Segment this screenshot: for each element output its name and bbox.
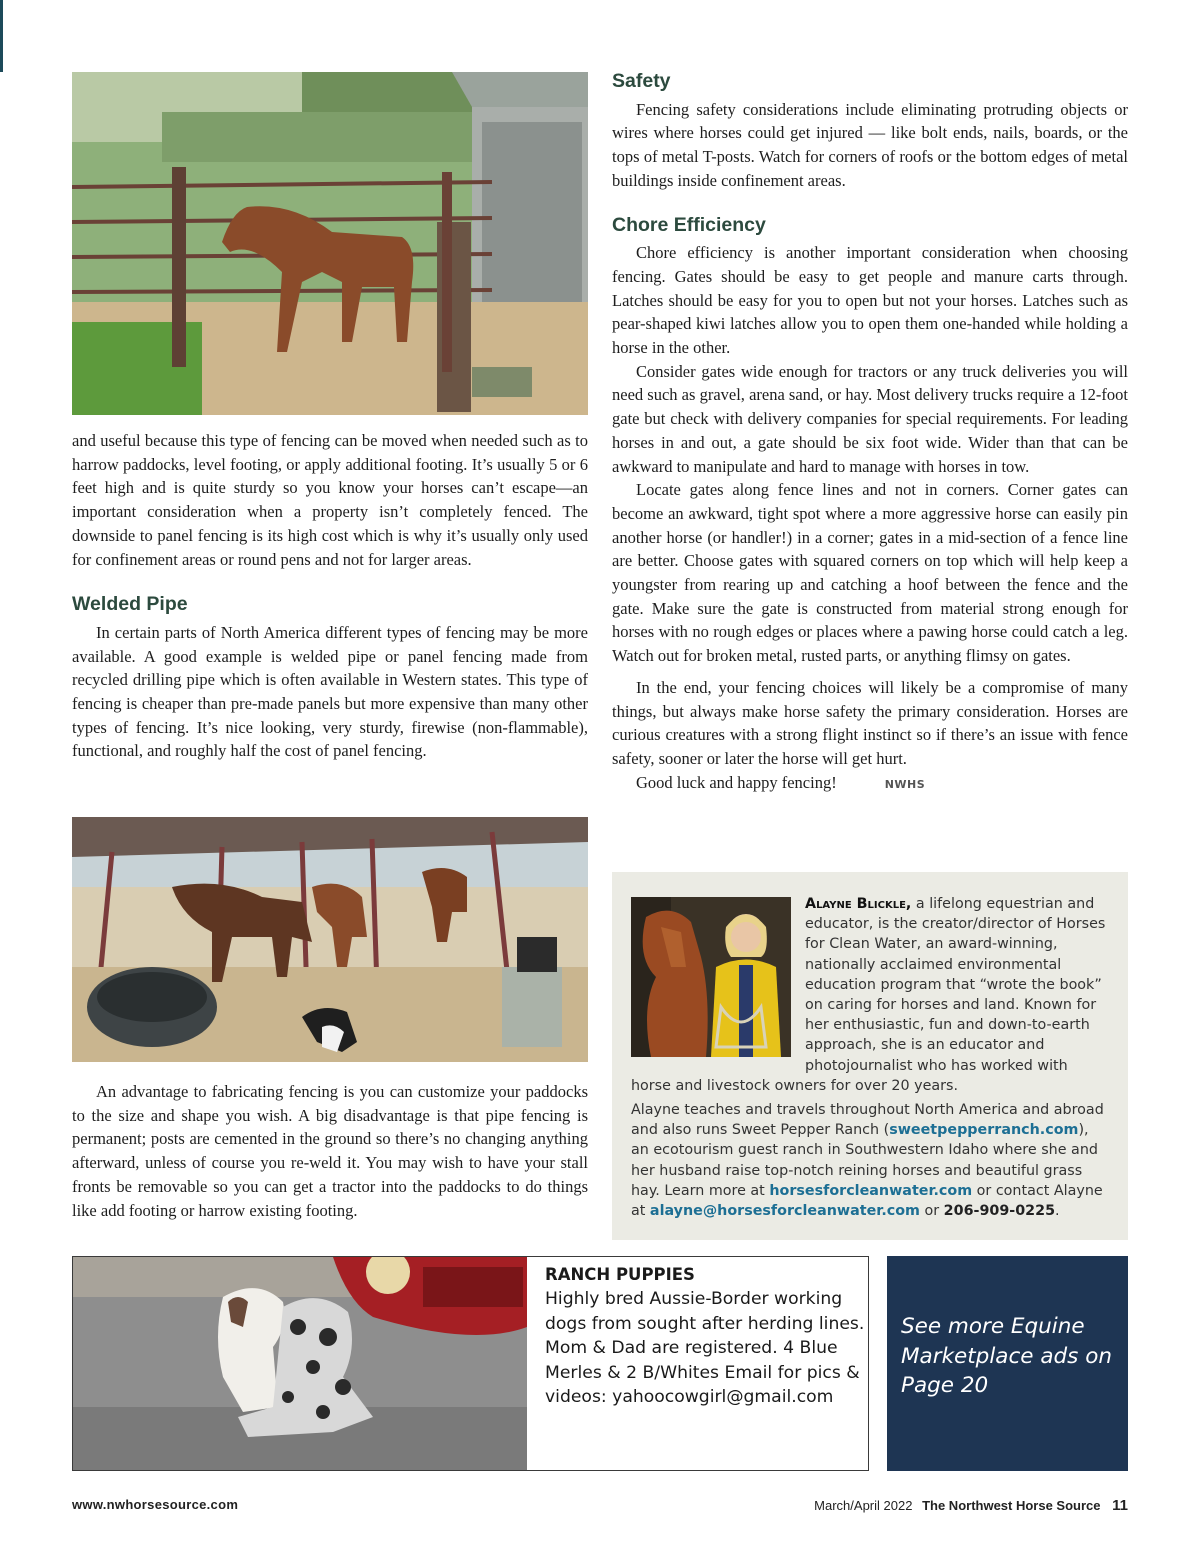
ranch-puppies-ad [72, 1256, 869, 1471]
safety-heading: Safety [612, 70, 671, 92]
chore-paragraph-2: Consider gates wide enough for tractors or any truck deliveries you will need such as gravel, arena sand, or hay. Most delivery trucks require a 12-foot gate but check with delivery companies for special requirements. For leading horses in and out, a gate should be six foot wide. Wider than that can be awkward to manipulate and hard to manage with horses in tow. [612, 361, 1128, 476]
bio-text-2a: Alayne teaches and travels throughout North America and abroad and also runs Sweet Pepper Ranch ( [631, 1102, 1104, 1139]
author-phone: 206-909-0225 [943, 1203, 1056, 1220]
nwhs-signature: NWHS [884, 777, 926, 791]
ad-text [545, 1263, 865, 1409]
left-column-top [72, 429, 588, 763]
ad-title: RANCH PUPPIES [545, 1265, 695, 1284]
footer-right [814, 1497, 1128, 1514]
shelter-horses-photo [72, 817, 588, 1062]
footer-url: www.nwhorsesource.com [72, 1497, 239, 1512]
closing-line [612, 771, 1128, 797]
sweetpepperranch-link[interactable]: sweetpepperranch.com [889, 1122, 1079, 1139]
promo-text: See more Equine Marketplace ads on Page 20 [901, 1314, 1112, 1398]
panel-fencing-paragraph: and useful because this type of fencing can be moved when needed such as to harrow paddocks, level footing, or apply additional footing. It’s usually 5 or 6 feet high and is quite sturdy so you know your horses can’t escape—an important consideration when a property isn’t completely fenced. The downside to panel fencing is its high cost which is why it’s usually only used for confinement areas or round pens and not for larger areas. [72, 431, 588, 569]
bio-text-1: a lifelong equestrian and educator, is the creator/director of Horses for Clean Water, an award-winning, nationally acclaimed environmental education program that “wrote the book” on caring for horses and land. Known for her enthusiastic, fun and down-to-earth approach, she is an educator and photojournalist who has worked with horse and livestock owners for over 20 years. [631, 896, 1106, 1094]
chore-paragraph-1: Chore efficiency is another important consideration when choosing fencing. Gates should be easy to get people and manure carts through. Latches should be easy for you to open but not your horses. Latches such as pear-shaped kiwi latches allow you to open them one-handed while holding a horse in the other. [612, 243, 1128, 358]
bio-paragraph-2 [631, 1100, 1110, 1221]
marketplace-promo-box[interactable] [887, 1256, 1128, 1471]
bio-text-2d: or [919, 1203, 944, 1220]
closing-text: Good luck and happy fencing! [636, 772, 837, 792]
author-bio-box [612, 872, 1128, 1240]
welded-pipe-heading: Welded Pipe [72, 593, 188, 616]
footer-date: March/April 2022 [814, 1498, 913, 1513]
fabricating-paragraph: An advantage to fabricating fencing is you can customize your paddocks to the size and shape you wish. A big disadvantage is that pipe fencing is permanent; posts are cemented in the ground so there’s no changing anything afterward, unless of course you re-weld it. You may wish to have your stall fronts be removable so you can get a tractor into the paddocks to do things like add footing or harrow existing footing. [72, 1082, 588, 1220]
safety-paragraph: Fencing safety considerations include eliminating protruding objects or wires where horses could get injured — like bolt ends, nails, boards, or the tops of metal T-posts. Watch for corners of roofs or the bottom edges of metal buildings inside confinement areas. [612, 99, 1128, 190]
chore-paragraph-3: Locate gates along fence lines and not in corners. Corner gates can become an awkward, tight spot where a more aggressive horse can easily pin another horse (or handler!) in a corner; gates in a mid-section of a fence line are better. Choose gates with squared corners on top which will help keep a youngster from rearing up and catching a hoof between the fence and the gate. Make sure the gate is constructed from material strong enough for horses with no rough edges or places where a pawing horse could catch a leg. Watch out for broken metal, rusted parts, or anything flimsy on gates. [612, 480, 1128, 666]
ad-body: Highly bred Aussie-Border working dogs from sought after herding lines. Mom & Dad are registered. 4 Blue Merles & 2 B/Whites Email for pics & videos: yahoocowgirl@gmail.com [545, 1289, 865, 1408]
welded-pipe-paragraph: In certain parts of North America different types of fencing may be more available. A good example is welded pipe or panel fencing made from recycled drilling pipe which is often available in Western states. This type of fencing is cheaper than pre-made panels but more expensive than many other types of fencing. It’s nice looking, very sturdy, firewise (non-flammable), functional, and roughly half the cost of panel fencing. [72, 622, 588, 761]
conclusion-paragraph: In the end, your fencing choices will likely be a compromise of many things, but always make horse safety the primary consideration. Horses are curious creatures with a strong flight instinct so if there’s an issue with fence safety, sooner or later the horse will get hurt. [612, 677, 1128, 768]
bio-text-2b: ), an ecotourism guest ranch in Southwestern Idaho where she and her husband raise top-notch reining horses and beautiful grass hay. Learn more at [631, 1122, 1098, 1199]
bio-text-2c: or contact Alayne at [631, 1182, 1103, 1220]
footer-page-number: 11 [1112, 1497, 1128, 1514]
page-edge-mark [0, 0, 3, 72]
footer-publication: The Northwest Horse Source [922, 1498, 1101, 1513]
chore-efficiency-heading: Chore Efficiency [612, 213, 766, 236]
left-column-bottom [72, 1080, 588, 1222]
author-name: Alayne Blickle, [805, 896, 912, 912]
corral-horse-photo [72, 72, 588, 415]
horsesforcleanwater-link[interactable]: horsesforcleanwater.com [769, 1182, 973, 1199]
right-column [612, 70, 1128, 796]
puppies-photo [73, 1257, 527, 1470]
bio-text-2e: . [1055, 1203, 1060, 1220]
author-portrait [631, 897, 791, 1057]
author-email-link[interactable]: alayne@horsesforcleanwater.com [649, 1203, 920, 1220]
